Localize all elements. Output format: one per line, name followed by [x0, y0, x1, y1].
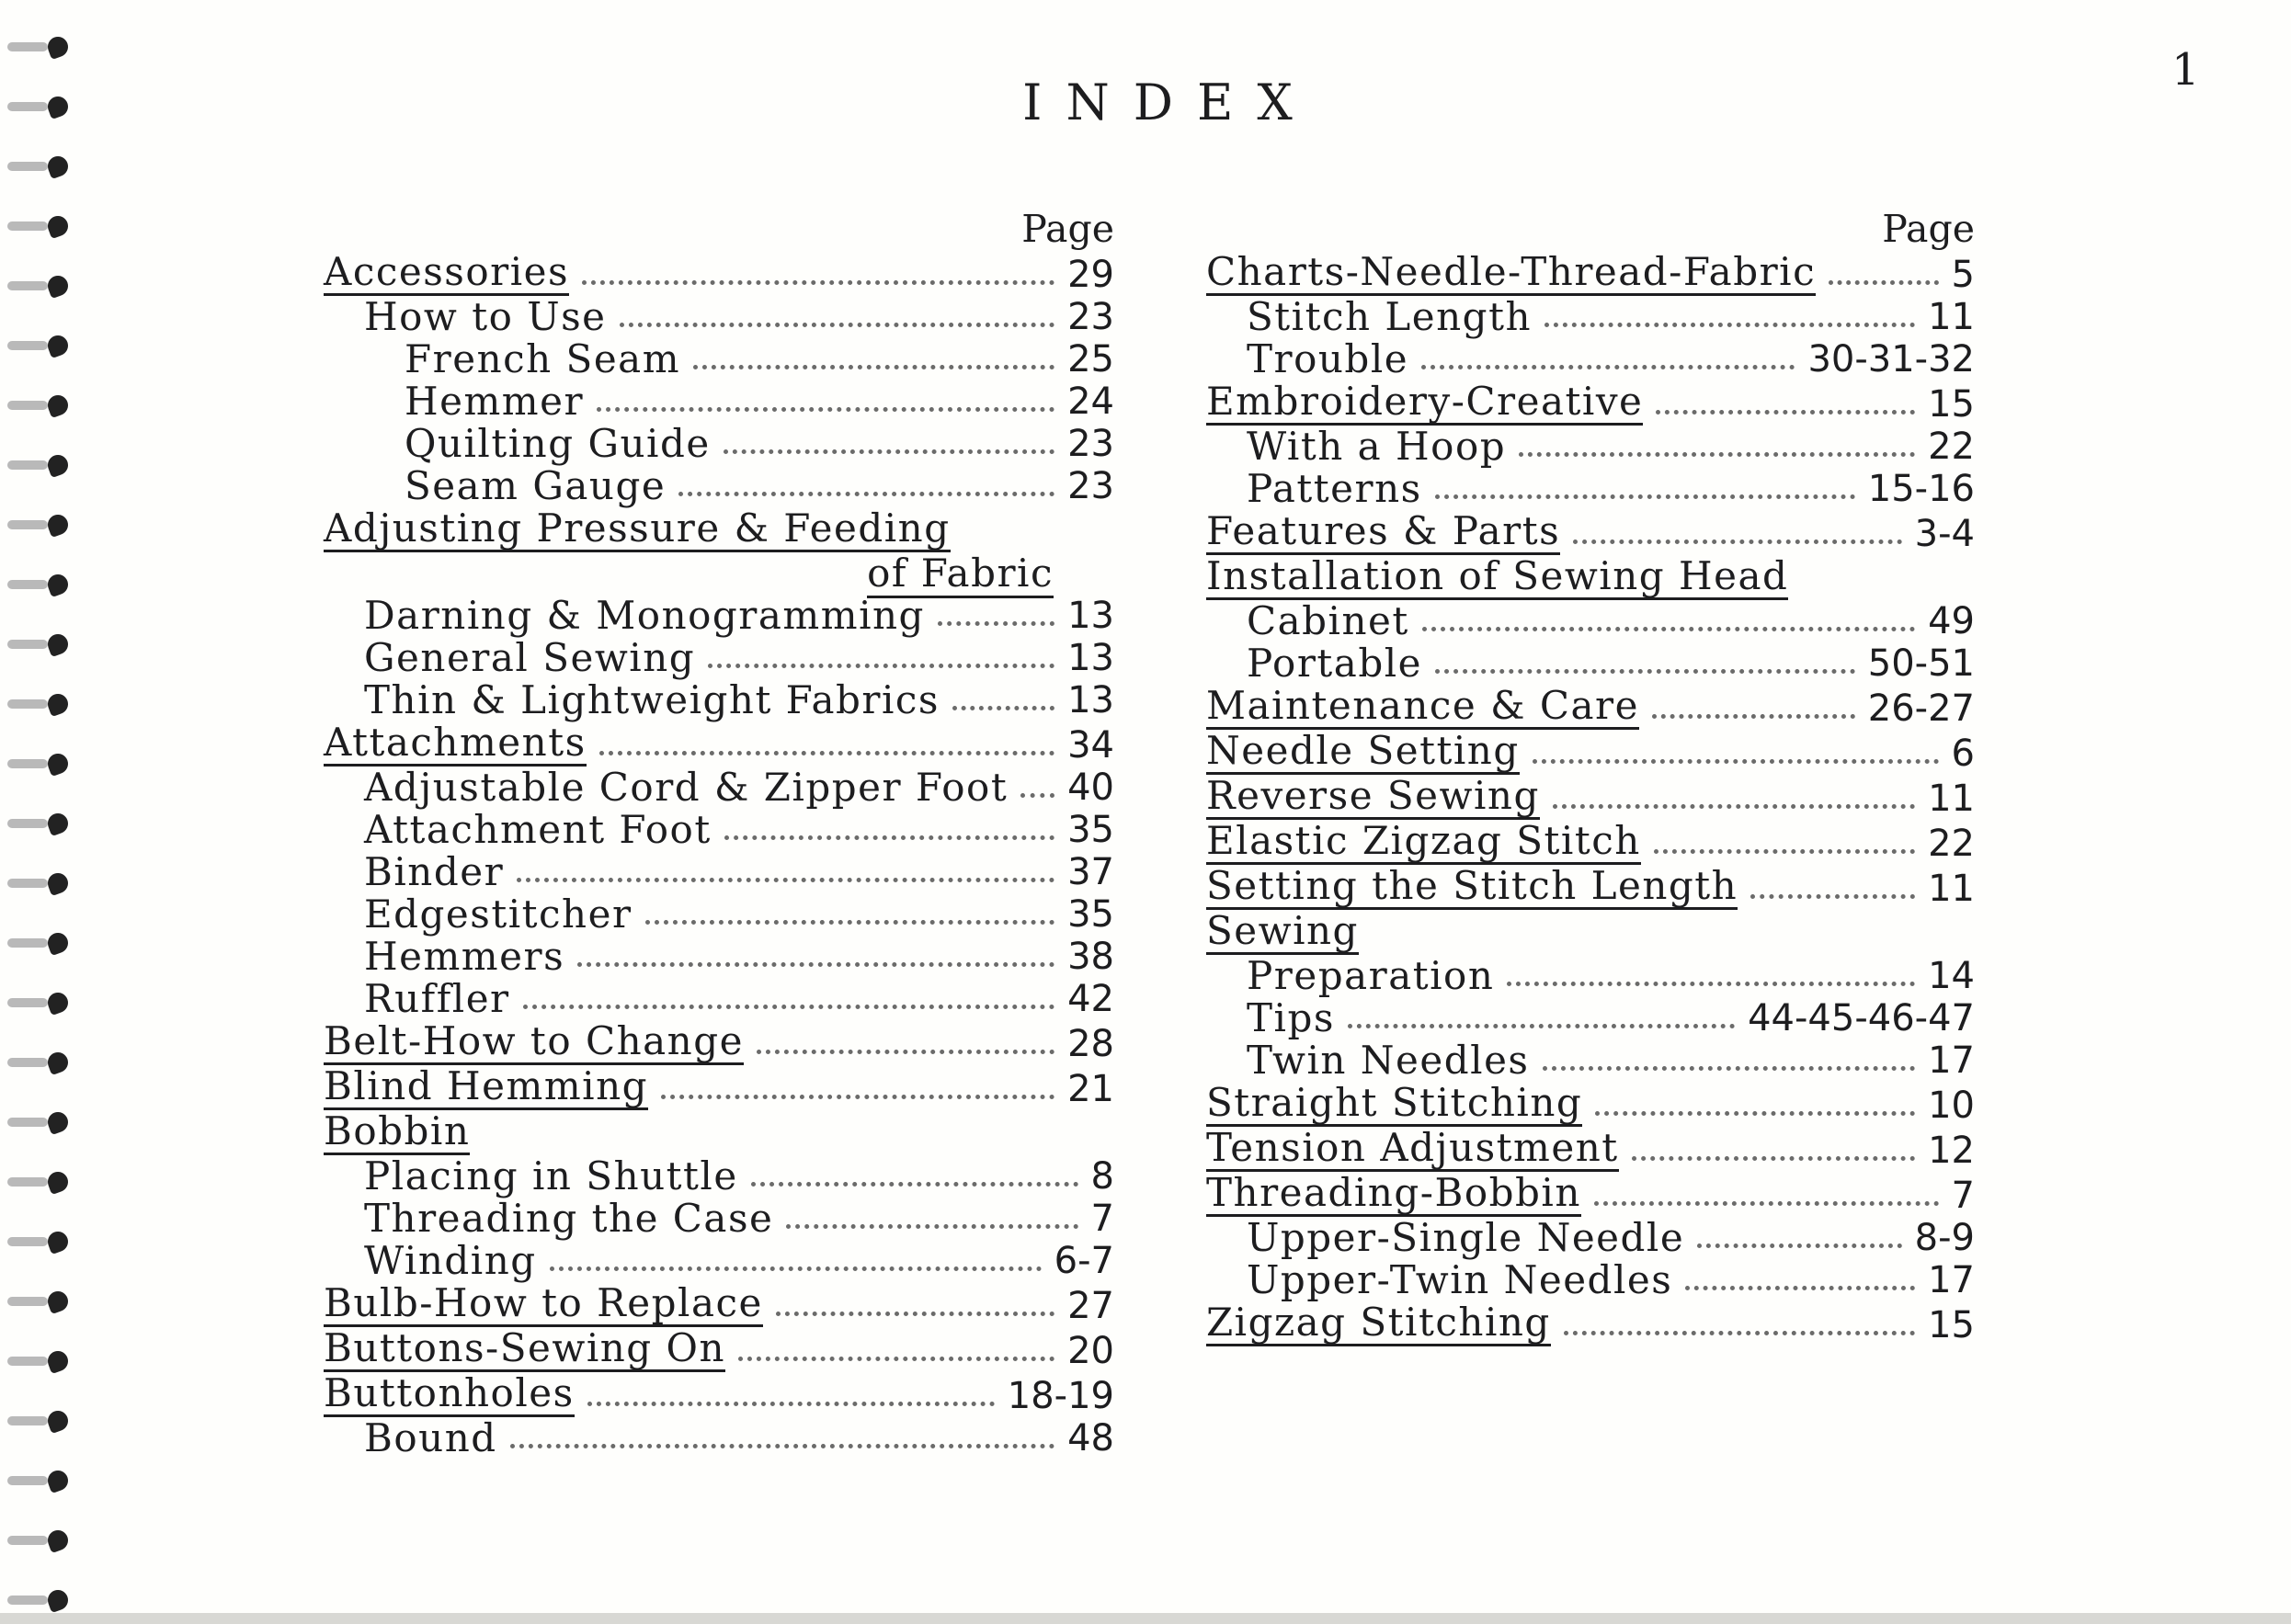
dot-leader — [597, 407, 1054, 412]
entry-page-number: 49 — [1928, 600, 1975, 642]
dot-leader — [620, 323, 1055, 327]
index-entry — [1206, 338, 1975, 380]
spiral-ring — [7, 451, 72, 479]
entry-label: Needle Setting — [1206, 728, 1520, 773]
dot-leader — [582, 280, 1054, 285]
entry-page-number: 28 — [1067, 1023, 1114, 1065]
entry-label: Tips — [1247, 995, 1335, 1040]
index-entry — [324, 251, 1114, 296]
dot-leader — [1435, 669, 1855, 674]
page-number: 1 — [2171, 44, 2200, 96]
entry-label: Elastic Zigzag Stitch — [1206, 818, 1641, 863]
entry-label: Thin & Lightweight Fabrics — [364, 677, 940, 722]
entry-label: Charts-Needle-Thread-Fabric — [1206, 249, 1817, 294]
dot-leader — [1519, 452, 1915, 457]
entry-label: With a Hoop — [1247, 424, 1507, 469]
entry-page-number: 25 — [1067, 338, 1114, 380]
dot-leader — [1543, 1066, 1916, 1071]
entry-label: Setting the Stitch Length — [1206, 863, 1738, 908]
spiral-ring — [7, 1407, 72, 1435]
dot-leader — [1553, 804, 1915, 809]
entry-page-number: 15-16 — [1867, 468, 1975, 510]
entry-label: Bound — [364, 1415, 497, 1460]
dot-leader — [1595, 1111, 1915, 1116]
spiral-ring — [7, 869, 72, 897]
entry-label: Hemmers — [364, 934, 565, 979]
entry-page-number: 22 — [1928, 426, 1975, 468]
entry-label: Buttons-Sewing On — [324, 1325, 726, 1370]
index-entry — [324, 338, 1114, 380]
dot-leader — [661, 1095, 1054, 1099]
index-entry — [324, 1155, 1114, 1198]
index-entry-list — [1206, 251, 1975, 1346]
entry-label: Cabinet — [1247, 598, 1409, 643]
entry-label: Attachment Foot — [364, 807, 712, 852]
entry-page-number: 6-7 — [1054, 1240, 1114, 1282]
dot-leader — [1573, 539, 1901, 544]
entry-page-number: 11 — [1928, 778, 1975, 820]
index-entry — [1206, 1039, 1975, 1082]
entry-page-number: 40 — [1067, 767, 1114, 809]
entry-label: Accessories — [324, 249, 570, 294]
entry-label: Belt-How to Change — [324, 1018, 744, 1063]
entry-page-number: 13 — [1067, 595, 1114, 637]
entry-page-number: 37 — [1067, 851, 1114, 893]
entry-page-number: 23 — [1067, 296, 1114, 338]
spiral-ring — [7, 272, 72, 300]
dot-leader — [587, 1402, 995, 1406]
entry-page-number: 29 — [1067, 254, 1114, 296]
index-entry — [1206, 775, 1975, 820]
index-entry — [324, 851, 1114, 893]
index-entry — [324, 1065, 1114, 1110]
entry-page-number: 50-51 — [1867, 642, 1975, 685]
spiral-ring — [7, 1586, 72, 1614]
entry-label: Seam Gauge — [405, 463, 667, 508]
spiral-ring — [7, 1168, 72, 1196]
entry-page-number: 15 — [1928, 1304, 1975, 1346]
index-entry — [324, 465, 1114, 507]
entry-label: Adjustable Cord & Zipper Foot — [364, 765, 1009, 810]
entry-label: Bulb-How to Replace — [324, 1280, 763, 1325]
entry-label: Ruffler — [364, 976, 510, 1021]
spiral-ring — [7, 392, 72, 419]
entry-page-number: 20 — [1067, 1330, 1114, 1372]
entry-label: Placing in Shuttle — [364, 1153, 738, 1198]
dot-leader — [751, 1182, 1078, 1187]
spiral-ring — [7, 630, 72, 658]
index-entry — [1206, 1082, 1975, 1127]
index-entry — [1206, 820, 1975, 865]
dot-leader — [1020, 793, 1054, 798]
entry-page-number: 14 — [1928, 955, 1975, 997]
index-entry — [324, 1327, 1114, 1372]
index-entry — [324, 1198, 1114, 1240]
index-entry — [324, 679, 1114, 721]
dot-leader — [550, 1266, 1042, 1271]
entry-page-number: 34 — [1067, 724, 1114, 767]
entry-page-number: 44-45-46-47 — [1748, 997, 1975, 1039]
entry-page-number: 18-19 — [1007, 1375, 1114, 1417]
dot-leader — [757, 1050, 1054, 1054]
entry-page-number: 23 — [1067, 423, 1114, 465]
entry-page-number: 48 — [1067, 1417, 1114, 1459]
index-entry — [324, 1020, 1114, 1065]
entry-page-number: 21 — [1067, 1068, 1114, 1110]
index-entry — [324, 767, 1114, 809]
index-entry — [324, 1282, 1114, 1327]
page-title: INDEX — [1022, 74, 1316, 131]
entry-label: General Sewing — [364, 635, 696, 680]
dot-leader — [786, 1224, 1077, 1229]
index-entry — [1206, 730, 1975, 775]
entry-label: Embroidery-Creative — [1206, 379, 1644, 424]
dot-leader — [952, 706, 1054, 710]
entry-label: Upper-Single Needle — [1247, 1215, 1685, 1260]
spiral-binding — [0, 0, 83, 1624]
dot-leader — [1435, 494, 1855, 499]
dot-leader — [1421, 365, 1795, 369]
spiral-ring — [7, 1108, 72, 1136]
entry-page-number: 6 — [1951, 733, 1975, 775]
entry-label: Maintenance & Care — [1206, 683, 1639, 728]
spiral-ring — [7, 1347, 72, 1375]
entry-label: Portable — [1247, 641, 1423, 686]
entry-page-number: 17 — [1928, 1259, 1975, 1301]
spiral-ring — [7, 511, 72, 539]
entry-page-number: 27 — [1067, 1285, 1114, 1327]
entry-label: Buttonholes — [324, 1370, 575, 1415]
index-entry — [1206, 296, 1975, 338]
index-entry — [1206, 910, 1975, 955]
dot-leader — [1829, 280, 1938, 285]
dot-leader — [693, 365, 1054, 369]
dot-leader — [776, 1312, 1054, 1316]
entry-page-number: 3-4 — [1914, 513, 1975, 555]
dot-leader — [517, 878, 1054, 882]
dot-leader — [1697, 1244, 1901, 1248]
entry-label: Winding — [364, 1238, 537, 1283]
spiral-ring — [7, 1049, 72, 1076]
index-entry — [324, 637, 1114, 679]
entry-label-continuation — [324, 552, 1114, 595]
index-entry — [1206, 997, 1975, 1039]
index-entry — [1206, 380, 1975, 426]
entry-label: Stitch Length — [1247, 294, 1532, 339]
spiral-ring — [7, 153, 72, 180]
dot-leader — [1750, 894, 1915, 899]
entry-label: Threading-Bobbin — [1206, 1170, 1581, 1215]
index-entry — [1206, 468, 1975, 510]
entry-label: Sewing — [1206, 908, 1359, 953]
entry-label-continuation-text: of Fabric — [867, 551, 1054, 598]
entry-page-number: 13 — [1067, 637, 1114, 679]
entry-label: How to Use — [364, 294, 607, 339]
entry-label: Installation of Sewing Head — [1206, 553, 1789, 598]
index-entry — [324, 809, 1114, 851]
spiral-ring — [7, 571, 72, 598]
entry-page-number: 26-27 — [1867, 687, 1975, 730]
index-entry — [1206, 510, 1975, 555]
entry-page-number: 17 — [1928, 1039, 1975, 1082]
dot-leader — [1564, 1331, 1915, 1335]
entry-page-number: 35 — [1067, 893, 1114, 936]
dot-leader — [738, 1357, 1054, 1361]
entry-label: Patterns — [1247, 466, 1422, 511]
index-entry — [324, 1372, 1114, 1417]
entry-page-number: 15 — [1928, 383, 1975, 426]
entry-page-number: 5 — [1951, 254, 1975, 296]
spiral-ring — [7, 212, 72, 240]
index-entry — [1206, 555, 1975, 600]
spiral-ring — [7, 332, 72, 359]
index-entry-list — [324, 251, 1114, 1459]
index-column-left — [324, 207, 1114, 1459]
page-column-heading: Page — [1882, 207, 1975, 251]
entry-label: Bobbin — [324, 1108, 471, 1153]
entry-label: Darning & Monogramming — [364, 593, 925, 638]
index-entry — [1206, 426, 1975, 468]
dot-leader — [1544, 323, 1915, 327]
dot-leader — [1652, 714, 1855, 719]
dot-leader — [1632, 1156, 1915, 1161]
dot-leader — [577, 962, 1054, 967]
entry-page-number: 24 — [1067, 380, 1114, 423]
index-column-right — [1206, 207, 1975, 1346]
spiral-ring — [7, 690, 72, 718]
entry-page-number: 30-31-32 — [1807, 338, 1975, 380]
dot-leader — [1685, 1286, 1915, 1290]
entry-label: Edgestitcher — [364, 891, 633, 937]
spiral-ring — [7, 929, 72, 957]
dot-leader — [724, 835, 1054, 840]
index-entry — [1206, 1301, 1975, 1346]
index-entry — [324, 1110, 1114, 1155]
entry-page-number: 8-9 — [1914, 1217, 1975, 1259]
dot-leader — [678, 492, 1054, 496]
dot-leader — [1348, 1024, 1735, 1028]
entry-page-number: 8 — [1090, 1155, 1114, 1198]
spiral-ring — [7, 1467, 72, 1494]
spiral-ring — [7, 989, 72, 1016]
index-entry — [1206, 251, 1975, 296]
index-entry — [324, 1240, 1114, 1282]
dot-leader — [1594, 1201, 1939, 1206]
entry-label: French Seam — [405, 336, 681, 381]
index-entry — [324, 380, 1114, 423]
entry-label: Binder — [364, 849, 505, 894]
index-entry — [1206, 865, 1975, 910]
dot-leader — [645, 920, 1055, 925]
index-entry — [1206, 600, 1975, 642]
index-entry — [324, 296, 1114, 338]
entry-label: Adjusting Pressure & Feeding — [324, 505, 951, 551]
index-entry — [1206, 1172, 1975, 1217]
dot-leader — [523, 1005, 1054, 1009]
entry-label: Preparation — [1247, 953, 1495, 998]
entry-page-number: 13 — [1067, 679, 1114, 721]
entry-label: Straight Stitching — [1206, 1080, 1583, 1125]
entry-page-number: 23 — [1067, 465, 1114, 507]
entry-label: Trouble — [1247, 336, 1409, 381]
dot-leader — [708, 664, 1054, 668]
page-edge — [0, 1613, 2291, 1624]
entry-page-number: 11 — [1928, 296, 1975, 338]
entry-label: Quilting Guide — [405, 421, 711, 466]
entry-label: Threading the Case — [364, 1196, 774, 1241]
entry-label: Reverse Sewing — [1206, 773, 1540, 818]
entry-page-number: 10 — [1928, 1085, 1975, 1127]
index-entry — [324, 978, 1114, 1020]
entry-label: Attachments — [324, 720, 587, 765]
entry-page-number: 7 — [1951, 1175, 1975, 1217]
index-entry — [324, 721, 1114, 767]
entry-page-number: 35 — [1067, 809, 1114, 851]
dot-leader — [724, 449, 1054, 454]
entry-label: Tension Adjustment — [1206, 1125, 1619, 1170]
index-entry — [1206, 642, 1975, 685]
dot-leader — [510, 1444, 1054, 1448]
index-entry — [1206, 1217, 1975, 1259]
spiral-ring — [7, 810, 72, 837]
dot-leader — [1507, 982, 1915, 986]
spiral-ring — [7, 1527, 72, 1554]
spiral-ring — [7, 33, 72, 61]
spiral-ring — [7, 750, 72, 778]
entry-label: Hemmer — [405, 379, 585, 424]
page-column-heading: Page — [1021, 207, 1114, 251]
entry-label: Features & Parts — [1206, 508, 1561, 553]
entry-page-number: 42 — [1067, 978, 1114, 1020]
entry-page-number: 7 — [1090, 1198, 1114, 1240]
index-entry — [324, 1417, 1114, 1459]
spiral-ring — [7, 1228, 72, 1255]
dot-leader — [599, 751, 1054, 755]
index-entry — [1206, 1259, 1975, 1301]
index-entry — [324, 507, 1114, 552]
dot-leader — [1654, 849, 1915, 854]
index-entry — [1206, 1127, 1975, 1172]
dot-leader — [1533, 759, 1939, 764]
dot-leader — [1656, 410, 1915, 415]
entry-label: Twin Needles — [1247, 1038, 1530, 1083]
entry-label: Blind Hemming — [324, 1063, 649, 1108]
index-entry — [324, 893, 1114, 936]
index-entry — [1206, 685, 1975, 730]
entry-page-number: 22 — [1928, 823, 1975, 865]
spiral-ring — [7, 1288, 72, 1315]
entry-page-number: 38 — [1067, 936, 1114, 978]
entry-page-number: 12 — [1928, 1130, 1975, 1172]
index-entry — [324, 423, 1114, 465]
dot-leader — [1422, 627, 1915, 631]
entry-label: Upper-Twin Needles — [1247, 1257, 1673, 1302]
entry-label: Zigzag Stitching — [1206, 1300, 1551, 1345]
entry-page-number: 11 — [1928, 868, 1975, 910]
index-entry — [324, 936, 1114, 978]
dot-leader — [938, 621, 1054, 626]
index-entry — [324, 595, 1114, 637]
index-entry — [1206, 955, 1975, 997]
